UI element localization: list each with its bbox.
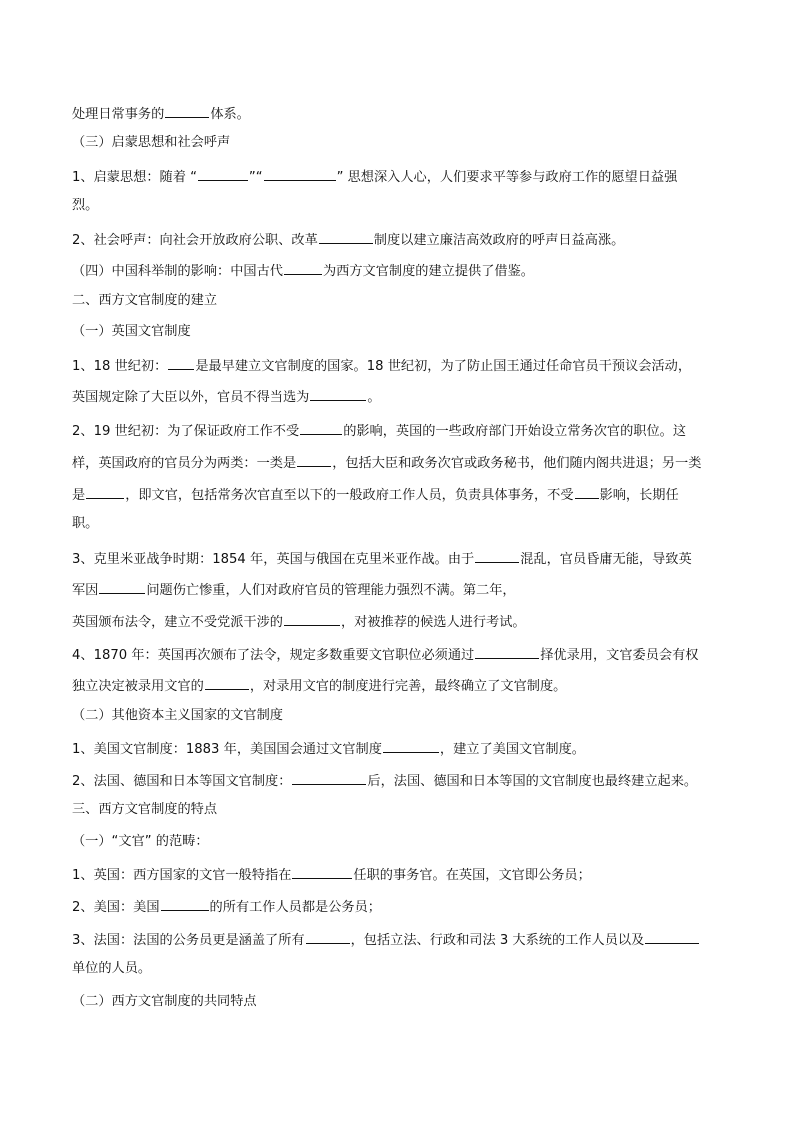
fill-blank xyxy=(297,452,331,467)
line-text: 英国规定除了大臣以外，官员不得当选为 xyxy=(72,390,310,405)
text-line xyxy=(72,386,381,407)
line-text: 3、法国：法国的公务员更是涵盖了所有 xyxy=(72,933,305,948)
heading-text: （四）中国科举制的影响：中国古代 xyxy=(72,264,283,279)
line-text: 3、克里米亚战争时期：1854 年，英国与俄国在克里米亚作战。由于 xyxy=(72,552,475,567)
section-heading xyxy=(72,323,191,341)
line-text: ，对被推荐的候选人进行考试。 xyxy=(341,615,526,630)
text-line xyxy=(72,929,700,950)
heading-text: （一）英国文官制度 xyxy=(72,324,191,339)
text-line xyxy=(72,484,679,505)
fill-blank xyxy=(161,896,209,911)
line-text: 4、1870 年：英国再次颁布了法令，规定多数重要文官职位必须通过 xyxy=(72,648,475,663)
fill-blank xyxy=(383,738,439,753)
line-text: 烈。 xyxy=(72,198,99,213)
line-text: 混乱，官员昏庸无能，导致英 xyxy=(520,552,692,567)
line-text: 单位的人员。 xyxy=(72,961,152,976)
text-line xyxy=(72,738,585,759)
line-text: 是最早建立文官制度的国家。18 世纪初，为了防止国王通过任命官员干预议会活动， xyxy=(195,359,692,374)
line-text: ，即文官，包括常务次官直至以下的一般政府工作人员，负责具体事务，不受 xyxy=(125,488,574,503)
line-text: ，包括大臣和政务次官或政务秘书，他们随内阁共进退；另一类 xyxy=(332,456,702,471)
line-text: 制度以建立廉洁高效政府的呼声日益高涨。 xyxy=(373,233,625,248)
line-text: 影响，长期任 xyxy=(599,488,679,503)
line-text: 样，英国政府的官员分为两类：一类是 xyxy=(72,456,297,471)
fill-blank xyxy=(300,420,342,435)
line-text: 军因 xyxy=(72,583,99,598)
heading-text: 为西方文官制度的建立提供了借鉴。 xyxy=(323,264,534,279)
fill-blank xyxy=(168,355,194,370)
line-text: 问题伤亡惨重，人们对政府官员的管理能力强烈不满。第二年， xyxy=(146,583,516,598)
fill-blank xyxy=(306,929,350,944)
line-text: 的影响，英国的一些政府部门开始设立常务次官的职位。这 xyxy=(343,424,687,439)
heading-text: （三）启蒙思想和社会呼声 xyxy=(72,135,231,150)
text-line xyxy=(72,770,697,791)
line-text: 2、法国、德国和日本等国文官制度： xyxy=(72,774,292,789)
text-line xyxy=(72,548,692,569)
text-line xyxy=(72,229,624,250)
line-text: 1、启蒙思想：随着 “ xyxy=(72,170,197,185)
line-text: 2、社会呼声：向社会开放政府公职、改革 xyxy=(72,233,318,248)
line-text: ”“ xyxy=(248,170,263,185)
text-line xyxy=(72,103,250,124)
heading-text: （二）西方文官制度的共同特点 xyxy=(72,994,257,1009)
text-line xyxy=(72,355,691,376)
section-heading xyxy=(72,833,209,851)
line-text: 2、美国：美国 xyxy=(72,900,160,915)
fill-blank xyxy=(310,386,366,401)
fill-blank xyxy=(292,864,352,879)
text-line xyxy=(72,644,698,665)
text-line xyxy=(72,864,591,885)
text-line xyxy=(72,579,516,600)
fill-blank xyxy=(86,484,124,499)
fill-blank xyxy=(198,166,248,181)
text-line xyxy=(72,960,151,978)
fill-blank xyxy=(292,770,366,785)
line-text: ” 思想深入人心，人们要求平等参与政府工作的愿望日益强 xyxy=(336,170,678,185)
fill-blank xyxy=(205,675,249,690)
line-text: ，包括立法、行政和司法 3 大系统的工作人员以及 xyxy=(350,933,645,948)
fill-blank xyxy=(284,260,322,275)
fill-blank xyxy=(475,644,539,659)
line-text: 体系。 xyxy=(210,107,250,122)
fill-blank xyxy=(475,548,519,563)
line-text: 的所有工作人员都是公务员； xyxy=(209,900,381,915)
line-text: 择优录用，文官委员会有权 xyxy=(540,648,699,663)
fill-blank xyxy=(319,229,373,244)
heading-text: （一）“文官” 的范畴： xyxy=(72,834,209,849)
heading-text: （二）其他资本主义国家的文官制度 xyxy=(72,708,283,723)
line-text: 是 xyxy=(72,488,86,503)
line-text: ，建立了美国文官制度。 xyxy=(439,742,585,757)
fill-blank xyxy=(284,611,340,626)
line-text: 任职的事务官。在英国，文官即公务员； xyxy=(353,868,591,883)
line-text: 2、19 世纪初：为了保证政府工作不受 xyxy=(72,424,300,439)
line-text: 英国颁布法令，建立不受党派干涉的 xyxy=(72,615,283,630)
fill-blank xyxy=(165,103,209,118)
text-line xyxy=(72,197,98,215)
line-text: 后，法国、德国和日本等国的文官制度也最终建立起来。 xyxy=(367,774,698,789)
section-heading xyxy=(72,134,230,152)
line-text: 独立决定被录用文官的 xyxy=(72,679,204,694)
text-line xyxy=(72,515,98,533)
text-line xyxy=(72,452,701,473)
section-heading xyxy=(72,707,283,725)
line-text: 职。 xyxy=(72,516,99,531)
line-text: 。 xyxy=(367,390,381,405)
line-text: 处理日常事务的 xyxy=(72,107,165,122)
line-text: 1、英国：西方国家的文官一般特指在 xyxy=(72,868,292,883)
line-text: 1、18 世纪初： xyxy=(72,359,168,374)
fill-blank xyxy=(264,166,336,181)
text-line xyxy=(72,675,566,696)
fill-blank xyxy=(575,484,599,499)
text-line xyxy=(72,896,381,917)
text-line xyxy=(72,420,686,441)
fill-blank xyxy=(645,929,699,944)
heading-text: 三、西方文官制度的特点 xyxy=(72,802,218,817)
fill-blank xyxy=(99,579,145,594)
section-heading xyxy=(72,292,217,310)
line-text: ，对录用文官的制度进行完善，最终确立了文官制度。 xyxy=(249,679,567,694)
text-line xyxy=(72,611,526,632)
section-heading xyxy=(72,801,217,819)
line-text: 1、美国文官制度：1883 年，美国国会通过文官制度 xyxy=(72,742,382,757)
section-heading xyxy=(72,260,534,281)
text-line xyxy=(72,166,677,187)
section-heading xyxy=(72,993,257,1011)
heading-text: 二、西方文官制度的建立 xyxy=(72,293,218,308)
